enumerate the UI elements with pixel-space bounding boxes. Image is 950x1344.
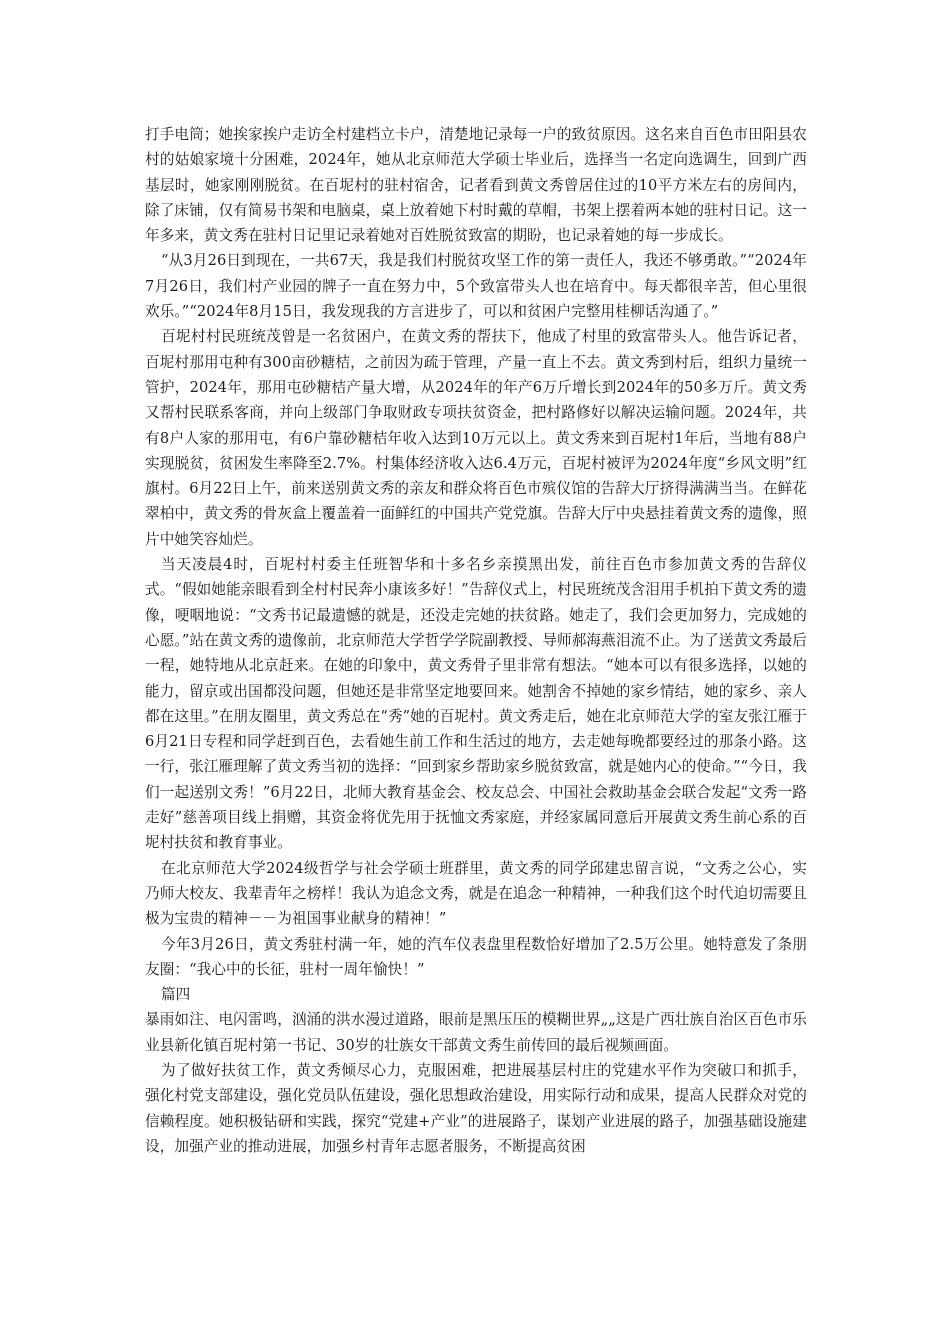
document-page bbox=[145, 122, 807, 1159]
paragraph-1: 打手电筒；她挨家挨户走访全村建档立卡户，清楚地记录每一户的致贫原因。这名来自百色市田阳县农村的姑娘家境十分困难，2024年，她从北京师范大学硕士毕业后，选择当一名定向选调生，回到广西基层时，她家刚刚脱贫。在百坭村的驻村宿舍，记者看到黄文秀曾居住过的10平方米左右的房间内，除了床铺，仅有简易书架和电脑桌，桌上放着她下村时戴的草帽，书架上摆着两本她的驻村日记。这一年多来，黄文秀在驻村日记里记录着她对百姓脱贫致富的期盼，也记录着她的每一步成长。 bbox=[145, 126, 807, 245]
paragraph-4: 当天凌晨4时，百坭村村委主任班智华和十多名乡亲摸黑出发，前往百色市参加黄文秀的告辞仪式。“假如她能亲眼看到全村村民奔小康该多好！”告辞仪式上，村民班统茂含泪用手机拍下黄文秀的遗像，哽咽地说：“文秀书记最遗憾的就是，还没走完她的扶贫路。她走了，我们会更加努力，完成她的心愿。”站在黄文秀的遗像前，北京师范大学哲学学院副教授、导师郝海燕泪流不止。为了送黄文秀最后一程，她特地从北京赶来。在她的印象中，黄文秀骨子里非常有想法。“她本可以有很多选择，以她的能力，留京或出国都没问题，但她还是非常坚定地要回来。她割舍不掉她的家乡情结，她的家乡、亲人都在这里。”在朋友圈里，黄文秀总在“秀”她的百坭村。黄文秀走后，她在北京师范大学的室友张江雁于6月21日专程和同学赶到百色，去看她生前工作和生活过的地方，去走她每晚都要经过的那条小路。这一行，张江雁理解了黄文秀当初的选择：“回到家乡帮助家乡脱贫致富，就是她内心的使命。”“今日，我们一起送别文秀！”6月22日，北师大教育基金会、校友总会、中国社会救助基金会联合发起“文秀一路走好”慈善项目线上捐赠，其资金将优先用于抚恤文秀家庭，并经家属同意后开展黄文秀生前心系的百坭村扶贫和教育事业。 bbox=[145, 556, 807, 852]
paragraph-3: 百坭村村民班统茂曾是一名贫困户，在黄文秀的帮扶下，他成了村里的致富带头人。他告诉记者，百坭村那用屯种有300亩砂糖桔，之前因为疏于管理，产量一直上不去。黄文秀到村后，组织力量统一管护，2024年，那用屯砂糖桔产量大增，从2024年的年产6万斤增长到2024年的50多万斤。黄文秀又帮村民联系客商，并向上级部门争取财政专项扶贫资金，把村路修好以解决运输问题。2024年，共有8户人家的那用屯，有6户靠砂糖桔年收入达到10万元以上。黄文秀来到百坭村1年后，当地有88户实现脱贫，贫困发生率降至2.7%。村集体经济收入达6.4万元，百坭村被评为2024年度“乡风文明”红旗村。6月22日上午，前来送别黄文秀的亲友和群众将百色市殡仪馆的告辞大厅挤得满满当当。在鲜花翠柏中，黄文秀的骨灰盒上覆盖着一面鲜红的中国共产党党旗。告辞大厅中央悬挂着黄文秀的遗像，照片中她笑容灿烂。 bbox=[145, 328, 807, 548]
section-heading: 篇四 bbox=[161, 986, 191, 1004]
paragraph-2: “从3月26日到现在，一共67天，我是我们村脱贫攻坚工作的第一责任人，我还不够勇敢。”“2024年7月26日，我们村产业园的牌子一直在努力中，5个致富带头人也在培育中。每天都很辛苦，但心里很欢乐。”“2024年8月15日，我发现我的方言进步了，可以和贫困户完整用桂柳话沟通了。” bbox=[145, 252, 807, 321]
paragraph-6: 今年3月26日，黄文秀驻村满一年，她的汽车仪表盘里程数恰好增加了2.5万公里。她特意发了条朋友圈：“我心中的长征，驻村一周年愉快！” bbox=[145, 935, 807, 978]
paragraph-5: 在北京师范大学2024级哲学与社会学硕士班群里，黄文秀的同学邱建忠留言说，“文秀之公心，实乃师大校友、我辈青年之榜样！我认为追念文秀，就是在追念一种精神，一种我们这个时代迫切需要且极为宝贵的精神－－为祖国事业献身的精神！” bbox=[145, 859, 807, 928]
paragraph-8: 为了做好扶贫工作，黄文秀倾尽心力，克服困难，把进展基层村庄的党建水平作为突破口和抓手，强化村党支部建设，强化党员队伍建设，强化思想政治建设，用实际行动和成果，提高人民群众对党的信赖程度。她积极钻研和实践，探究“党建+产业”的进展路子，谋划产业进展的路子，加强基础设施建设，加强产业的推动进展，加强乡村青年志愿者服务，不断提高贫困 bbox=[145, 1061, 807, 1155]
paragraph-7: 暴雨如注、电闪雷鸣，汹涌的洪水漫过道路，眼前是黑压压的模糊世界„„这是广西壮族自治区百色市乐业县新化镇百坭村第一书记、30岁的壮族女干部黄文秀生前传回的最后视频画面。 bbox=[145, 1011, 807, 1054]
